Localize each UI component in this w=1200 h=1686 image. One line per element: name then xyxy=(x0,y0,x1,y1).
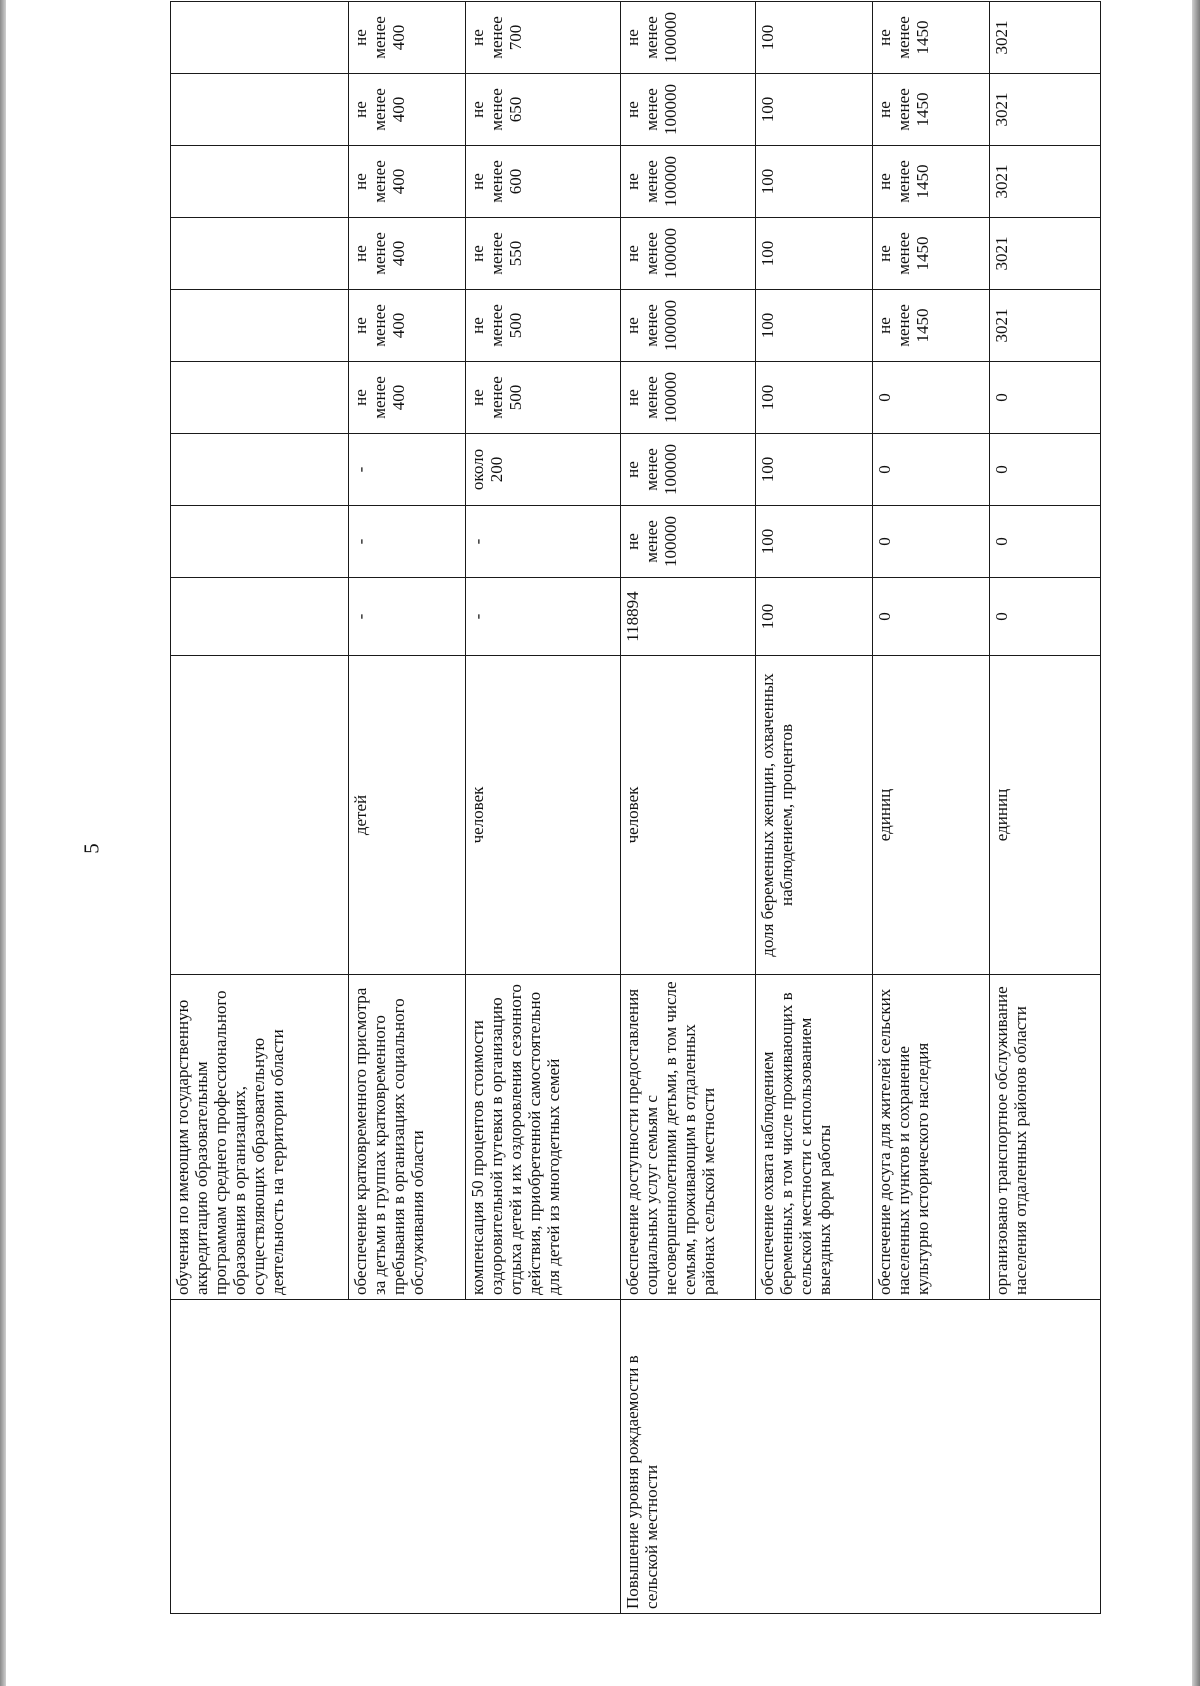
value-cell: - xyxy=(349,506,466,578)
value-cell xyxy=(171,74,349,146)
value-cell xyxy=(171,2,349,74)
table-body xyxy=(171,2,1101,1614)
value-cell: - xyxy=(349,434,466,506)
value-cell: 100 xyxy=(756,434,873,506)
rotated-table-container xyxy=(170,12,1100,1614)
value-cell: не менее 100000 xyxy=(621,74,756,146)
value-cell: не менее 650 xyxy=(466,74,621,146)
measures-table xyxy=(170,1,1101,1614)
value-cell: не менее 400 xyxy=(349,218,466,290)
unit-cell: доля беременных женщин, охваченных наблюдением, процентов xyxy=(756,656,873,975)
goal-cell xyxy=(171,1300,621,1614)
value-cell: - xyxy=(466,578,621,656)
scan-edge-right xyxy=(1192,0,1200,1686)
value-cell: не менее 1450 xyxy=(873,218,990,290)
value-cell: 100 xyxy=(756,578,873,656)
value-cell: не менее 700 xyxy=(466,2,621,74)
event-cell: обеспечение доступности предоставления социальных услуг семьям с несовершеннолетними детьми, в том числе семьям, проживающим в отдаленных районах сельской местности xyxy=(621,975,756,1300)
value-cell: - xyxy=(349,578,466,656)
value-cell: 100 xyxy=(756,146,873,218)
value-cell: не менее 400 xyxy=(349,74,466,146)
table-row xyxy=(621,2,756,1614)
value-cell: не менее 400 xyxy=(349,146,466,218)
value-cell: не менее 1450 xyxy=(873,2,990,74)
value-cell: 3021 xyxy=(990,146,1101,218)
value-cell: не менее 600 xyxy=(466,146,621,218)
value-cell xyxy=(171,146,349,218)
unit-cell: единиц xyxy=(990,656,1101,975)
value-cell: 118894 xyxy=(621,578,756,656)
value-cell: 3021 xyxy=(990,2,1101,74)
value-cell: не менее 100000 xyxy=(621,290,756,362)
value-cell xyxy=(171,218,349,290)
unit-cell: человек xyxy=(466,656,621,975)
value-cell: не менее 100000 xyxy=(621,434,756,506)
event-cell: компенсация 50 процентов стоимости оздоровительной путевки в организацию отдыха детей и их оздоровления сезонного действия, приобретенной самостоятельно для детей из многодетных семей xyxy=(466,975,621,1300)
unit-cell: единиц xyxy=(873,656,990,975)
value-cell: 100 xyxy=(756,506,873,578)
value-cell: не менее 100000 xyxy=(621,146,756,218)
value-cell: 0 xyxy=(990,362,1101,434)
value-cell: не менее 400 xyxy=(349,2,466,74)
value-cell: 100 xyxy=(756,74,873,146)
value-cell: 0 xyxy=(873,578,990,656)
event-cell: обеспечение охвата наблюдением беременных, в том числе проживающих в сельской местности с использованием выездных форм работы xyxy=(756,975,873,1300)
value-cell: - xyxy=(466,506,621,578)
value-cell: 0 xyxy=(873,434,990,506)
value-cell xyxy=(171,290,349,362)
value-cell: не менее 500 xyxy=(466,290,621,362)
value-cell: не менее 100000 xyxy=(621,362,756,434)
table-row xyxy=(171,2,349,1614)
value-cell: не менее 500 xyxy=(466,362,621,434)
event-cell: обучения по имеющим государственную аккредитацию образовательным программам среднего профессионального образования в организациях, осуществляющих образовательную деятельность на территории области xyxy=(171,975,349,1300)
value-cell: 3021 xyxy=(990,290,1101,362)
value-cell: не менее 1450 xyxy=(873,290,990,362)
value-cell: не менее 550 xyxy=(466,218,621,290)
value-cell: не менее 1450 xyxy=(873,146,990,218)
value-cell: не менее 100000 xyxy=(621,2,756,74)
value-cell xyxy=(171,578,349,656)
value-cell: 3021 xyxy=(990,218,1101,290)
value-cell: 100 xyxy=(756,218,873,290)
value-cell: 100 xyxy=(756,2,873,74)
scan-edge-left xyxy=(0,0,6,1686)
value-cell: не менее 1450 xyxy=(873,74,990,146)
value-cell: 100 xyxy=(756,362,873,434)
goal-cell: Повышение уровня рождаемости в сельской местности xyxy=(621,1300,1101,1614)
value-cell: не менее 400 xyxy=(349,362,466,434)
value-cell: 0 xyxy=(990,578,1101,656)
value-cell: 0 xyxy=(990,434,1101,506)
value-cell: не менее 400 xyxy=(349,290,466,362)
value-cell: 100 xyxy=(756,290,873,362)
value-cell xyxy=(171,362,349,434)
value-cell: не менее 100000 xyxy=(621,506,756,578)
unit-cell xyxy=(171,656,349,975)
value-cell: 0 xyxy=(873,506,990,578)
event-cell: обеспечение досуга для жителей сельских населенных пунктов и сохранение культурно исторического наследия xyxy=(873,975,990,1300)
unit-cell: человек xyxy=(621,656,756,975)
value-cell: 3021 xyxy=(990,74,1101,146)
page-number: 5 xyxy=(79,843,104,854)
value-cell: около 200 xyxy=(466,434,621,506)
value-cell xyxy=(171,434,349,506)
value-cell: 0 xyxy=(990,506,1101,578)
event-cell: организовано транспортное обслуживание населения отдаленных районов области xyxy=(990,975,1101,1300)
value-cell xyxy=(171,506,349,578)
value-cell: 0 xyxy=(873,362,990,434)
value-cell: не менее 100000 xyxy=(621,218,756,290)
event-cell: обеспечение кратковременного присмотра за детьми в группах кратковременного пребывания в организациях социального обслуживания области xyxy=(349,975,466,1300)
unit-cell: детей xyxy=(349,656,466,975)
